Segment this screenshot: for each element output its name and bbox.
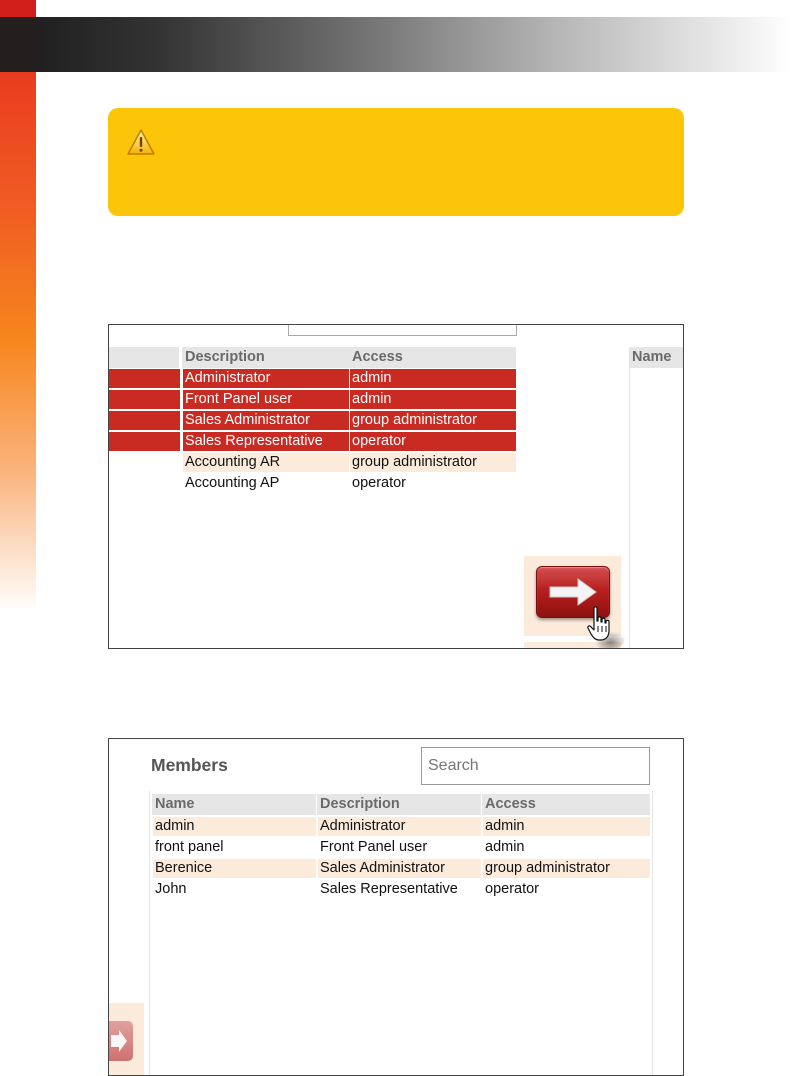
side-strip-cap xyxy=(0,0,36,17)
header-bar-left xyxy=(0,17,36,72)
table-row-cell[interactable]: group administrator xyxy=(483,859,650,878)
table-row-cell[interactable]: admin xyxy=(153,817,316,836)
table-row-cell[interactable]: operator xyxy=(350,432,516,451)
table-row-cell[interactable]: John xyxy=(155,881,187,897)
table-row-cell[interactable]: Sales Representative xyxy=(183,432,349,451)
hand-pointer-icon xyxy=(585,605,625,649)
table-row-cell[interactable] xyxy=(109,411,180,430)
side-color-strip xyxy=(0,0,36,612)
table-row-cell[interactable]: admin xyxy=(485,839,525,855)
table-row-cell[interactable]: Sales Administrator xyxy=(183,411,349,430)
col-header-name[interactable]: Name xyxy=(629,347,684,368)
table-row-cell[interactable]: Accounting AP xyxy=(185,475,280,491)
members-screenshot xyxy=(108,738,684,1076)
warning-box xyxy=(108,108,684,216)
arrow-right-icon xyxy=(109,1021,133,1061)
table-row-cell[interactable] xyxy=(109,432,180,451)
col-header-access[interactable]: Access xyxy=(482,794,650,815)
header-bar xyxy=(0,17,792,72)
table-row-cell[interactable]: Administrator xyxy=(318,817,481,836)
table-row-cell[interactable]: Sales Representative xyxy=(320,881,458,897)
col-header-description[interactable]: Description xyxy=(317,794,481,815)
col-header-blank xyxy=(109,347,179,368)
col-header-description[interactable]: Description xyxy=(182,347,349,368)
table-row-cell[interactable]: admin xyxy=(483,817,650,836)
groups-screenshot xyxy=(108,324,684,649)
table-row-cell[interactable] xyxy=(109,369,180,388)
table-row-cell[interactable]: Administrator xyxy=(183,369,349,388)
col-header-name[interactable]: Name xyxy=(152,794,316,815)
col-header-access[interactable]: Access xyxy=(349,347,516,368)
table-row-cell[interactable]: admin xyxy=(350,369,516,388)
table-row-cell[interactable]: operator xyxy=(352,475,407,491)
table-row-cell[interactable]: admin xyxy=(350,390,516,409)
table-row-cell[interactable]: Berenice xyxy=(153,859,316,878)
table-row-cell[interactable]: Front Panel user xyxy=(320,839,428,855)
table-row-cell[interactable]: Front Panel user xyxy=(183,390,349,409)
members-pane-partial xyxy=(629,347,684,649)
table-row-cell[interactable] xyxy=(109,390,180,409)
members-title: Members xyxy=(151,755,228,775)
table-row-cell[interactable]: Accounting AR xyxy=(183,453,349,472)
table-row-cell[interactable]: group administrator xyxy=(350,453,516,472)
search-input[interactable] xyxy=(421,747,650,785)
table-row-cell[interactable]: group administrator xyxy=(350,411,516,430)
table-row-cell[interactable]: front panel xyxy=(155,839,224,855)
warning-triangle-icon xyxy=(126,128,156,158)
table-row-cell[interactable]: operator xyxy=(485,881,540,897)
add-to-members-button-partial[interactable] xyxy=(109,1021,133,1061)
table-row-cell[interactable]: Sales Administrator xyxy=(318,859,481,878)
search-input-partial[interactable] xyxy=(288,324,517,336)
